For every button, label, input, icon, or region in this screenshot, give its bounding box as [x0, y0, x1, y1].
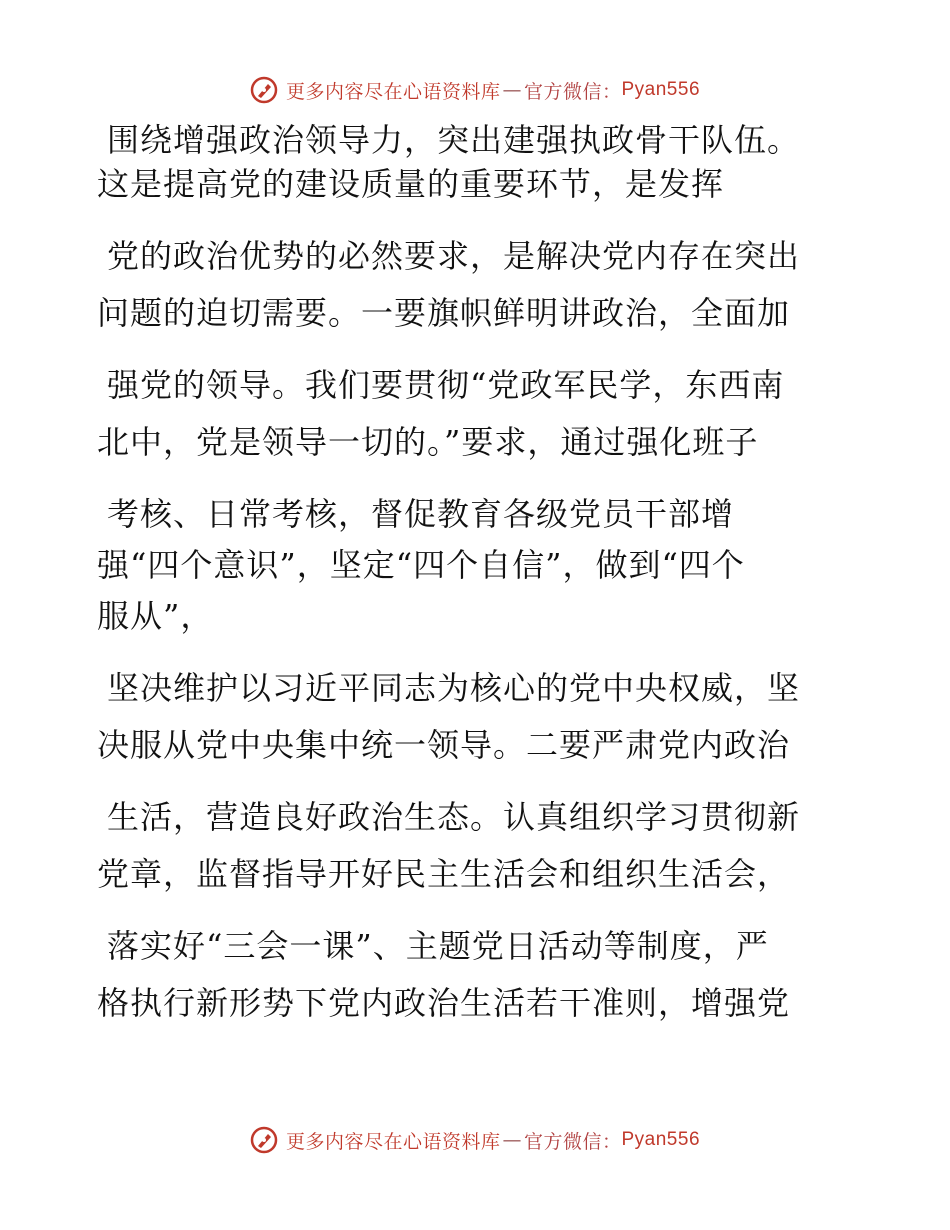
paragraph-line: 党章，监督指导开好民主生活会和组织生活会，: [97, 855, 791, 893]
pen-nib-logo-icon: [250, 76, 278, 104]
banner-wechat-id: Pyan556: [621, 1129, 701, 1150]
paragraph-line: 生活，营造良好政治生态。认真组织学习贯彻新: [107, 798, 801, 836]
paragraph-line: 决服从党中央集中统一领导。二要严肃党内政治: [97, 726, 791, 764]
paragraph-line: 北中，党是领导一切的。”要求，通过强化班子: [97, 423, 759, 461]
paragraph-line: 格执行新形势下党内政治生活若干准则，增强党: [97, 984, 791, 1022]
paragraph-line: 党的政治优势的必然要求，是解决党内存在突出: [107, 237, 801, 275]
paragraph-line: 围绕增强政治领导力，突出建强执政骨干队伍。: [107, 121, 801, 159]
pen-nib-logo-icon: [250, 1126, 278, 1154]
paragraph-line: 服从”，: [97, 597, 214, 635]
header-banner: [0, 70, 950, 110]
footer-banner: [0, 1120, 950, 1160]
paragraph-line: 落实好“三会一课”、主题党日活动等制度，严: [107, 927, 769, 965]
banner-separator: —: [502, 1129, 522, 1151]
paragraph-line: 这是提高党的建设质量的重要环节，是发挥: [97, 165, 725, 203]
banner-main-text: 更多内容尽在心语资料库: [285, 1130, 501, 1153]
document-body: [97, 118, 857, 1025]
banner-wechat-id: Pyan556: [621, 79, 701, 100]
banner-main-text: 更多内容尽在心语资料库: [285, 80, 501, 103]
paragraph-line: 考核、日常考核，督促教育各级党员干部增: [107, 495, 735, 533]
paragraph-line: 坚决维护以习近平同志为核心的党中央权威，坚: [107, 669, 801, 707]
banner-wechat-label: 官方微信：: [523, 1130, 622, 1153]
paragraph-line: 强“四个意识”，坚定“四个自信”，做到“四个: [97, 546, 745, 584]
banner-wechat-label: 官方微信：: [523, 80, 622, 103]
paragraph-line: 问题的迫切需要。一要旗帜鲜明讲政治，全面加: [97, 294, 791, 332]
banner-separator: —: [502, 79, 522, 101]
paragraph-line: 强党的领导。我们要贯彻“党政军民学，东西南: [107, 366, 785, 404]
